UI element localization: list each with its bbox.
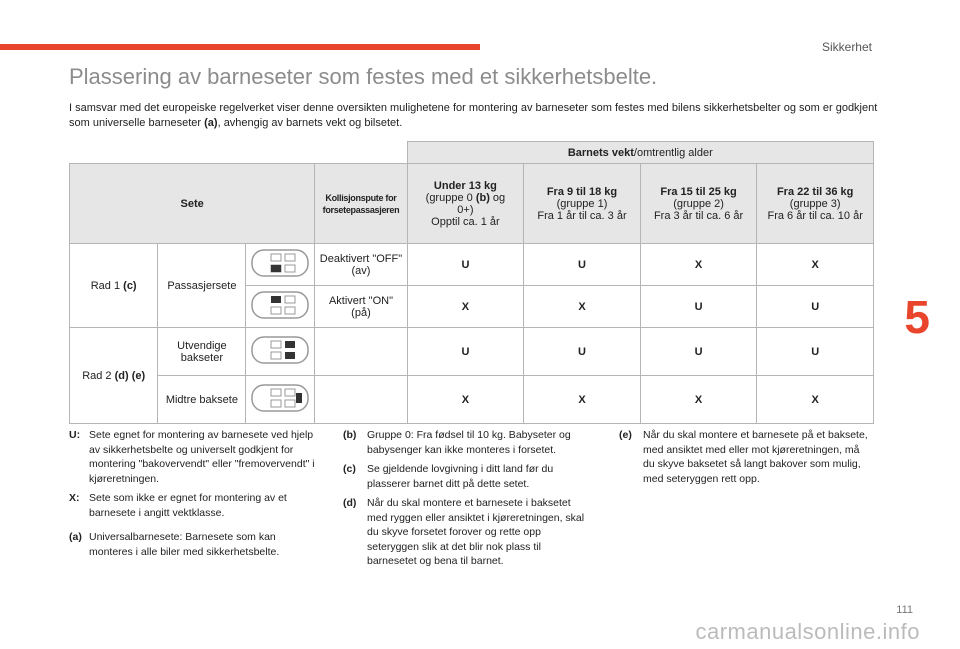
note-key: (c) bbox=[343, 463, 356, 475]
note-text: Når du skal montere et barnesete i baksetet med ryggen eller ansiktet i kjøreretningen, skal du skyve forsetet forover og rette opp seteryggen slik at det blir nok plass til barnesetet og bena til barnet. bbox=[367, 497, 585, 567]
rad2-mark: (d) (e) bbox=[114, 369, 146, 382]
weight-0-mark: (b) bbox=[475, 191, 490, 204]
rad1-text: Rad 1 bbox=[90, 279, 124, 292]
notes-column-1 bbox=[69, 428, 321, 564]
value-cell: X bbox=[524, 286, 641, 328]
weight-0-title: Under 13 kg bbox=[433, 179, 497, 192]
note-key: (b) bbox=[343, 429, 357, 441]
note-a bbox=[69, 530, 321, 559]
page-title: Plassering av barneseter som festes med et sikkerhetsbelte. bbox=[69, 64, 658, 89]
weight-1-group: (gruppe 1) bbox=[556, 197, 608, 210]
notes-column-2 bbox=[343, 428, 593, 574]
airbag-on: Aktivert "ON" (på) bbox=[315, 286, 407, 328]
value-cell: X bbox=[757, 376, 874, 424]
weight-group-header bbox=[407, 142, 873, 164]
car-seat-icon bbox=[246, 244, 315, 286]
note-key: U: bbox=[69, 429, 81, 441]
value-cell: U bbox=[757, 328, 874, 376]
col-header-weight-0 bbox=[407, 164, 524, 244]
value-cell: U bbox=[407, 328, 524, 376]
note-b bbox=[343, 428, 593, 457]
col-header-weight-3 bbox=[757, 164, 874, 244]
note-text: Se gjeldende lovgivning i ditt land før du plasserer barnet ditt på dette setet. bbox=[367, 463, 554, 490]
weight-0-age: Opptil ca. 1 år bbox=[431, 215, 500, 228]
value-cell: U bbox=[407, 244, 524, 286]
child-seat-table bbox=[69, 141, 874, 424]
value-cell: X bbox=[524, 376, 641, 424]
row-label-rad1 bbox=[70, 244, 158, 328]
value-cell: X bbox=[640, 244, 757, 286]
car-seat-icon bbox=[246, 328, 315, 376]
weight-2-title: Fra 15 til 25 kg bbox=[660, 185, 737, 198]
value-cell: X bbox=[407, 376, 524, 424]
value-cell: U bbox=[524, 328, 641, 376]
weight-2-age: Fra 3 år til ca. 6 år bbox=[653, 209, 744, 222]
value-cell: X bbox=[407, 286, 524, 328]
note-key: (e) bbox=[619, 429, 632, 441]
page-number: 111 bbox=[896, 604, 913, 616]
note-d bbox=[343, 496, 593, 569]
value-cell: U bbox=[640, 286, 757, 328]
intro-paragraph bbox=[69, 101, 879, 131]
weight-3-group: (gruppe 3) bbox=[789, 197, 841, 210]
car-seat-icon bbox=[246, 376, 315, 424]
weight-0-group: (gruppe 0 bbox=[425, 191, 476, 204]
value-cell: X bbox=[640, 376, 757, 424]
weight-header-bold: Barnets vekt bbox=[567, 146, 634, 159]
col-header-weight-2 bbox=[640, 164, 757, 244]
rad2-text: Rad 2 bbox=[82, 369, 115, 382]
col-header-weight-1 bbox=[524, 164, 641, 244]
watermark: carmanualsonline.info bbox=[695, 619, 920, 644]
weight-0-group-2: 0+) bbox=[457, 203, 474, 216]
note-c bbox=[343, 462, 593, 491]
col-header-seat: Sete bbox=[70, 164, 315, 244]
note-key: X: bbox=[69, 492, 80, 504]
table-row bbox=[70, 376, 874, 424]
value-cell: U bbox=[524, 244, 641, 286]
note-text: Universalbarnesete: Barnesete som kan monteres i alle biler med sikkerhetsbelte. bbox=[89, 531, 280, 558]
note-e bbox=[619, 428, 871, 486]
weight-header-rest: /omtrentlig alder bbox=[633, 146, 713, 159]
weight-3-title: Fra 22 til 36 kg bbox=[776, 185, 854, 198]
col-header-airbag: Kollisjonspute for forsetepassasjeren bbox=[315, 164, 407, 244]
note-key: (d) bbox=[343, 497, 357, 509]
note-x bbox=[69, 491, 321, 520]
seat-middle-rear: Midtre baksete bbox=[158, 376, 246, 424]
row-label-rad2 bbox=[70, 328, 158, 424]
weight-2-group: (gruppe 2) bbox=[673, 197, 724, 210]
rad1-mark: (c) bbox=[123, 279, 137, 292]
seat-outer-rear: Utvendige bakseter bbox=[158, 328, 246, 376]
section-label: Sikkerhet bbox=[821, 40, 872, 54]
note-text: Gruppe 0: Fra fødsel til 10 kg. Babyseter og babysenger kan ikke monteres i forsetet. bbox=[367, 429, 571, 456]
weight-1-age: Fra 1 år til ca. 3 år bbox=[537, 209, 627, 222]
value-cell: U bbox=[640, 328, 757, 376]
intro-text-2: , avhengig av barnets vekt og bilsetet. bbox=[217, 117, 403, 129]
note-text: Når du skal montere et barnesete på et baksete, med ansiktet med eller mot kjøreretningen, må du skyve baksetet så langt bakover som mulig, med seteryggen rett opp. bbox=[643, 429, 868, 485]
weight-3-age: Fra 6 år til ca. 10 år bbox=[767, 209, 863, 222]
note-text: Sete som ikke er egnet for montering av et barnesete i angitt vektklasse. bbox=[89, 492, 287, 519]
table-row bbox=[70, 244, 874, 286]
intro-mark: (a) bbox=[204, 117, 218, 129]
value-cell: U bbox=[757, 286, 874, 328]
chapter-number: 5 bbox=[904, 291, 930, 343]
seat-passenger: Passasjersete bbox=[158, 244, 246, 328]
car-seat-icon bbox=[246, 286, 315, 328]
notes-column-3 bbox=[619, 428, 871, 491]
intro-text-1: I samsvar med det europeiske regelverket viser denne oversikten mulighetene for montering av barneseter som festes med bilens sikkerhetsbelter og som er godkjent som universelle barneseter bbox=[69, 102, 878, 129]
header-accent-bar bbox=[0, 44, 480, 50]
airbag-empty bbox=[315, 328, 407, 376]
airbag-off: Deaktivert "OFF" (av) bbox=[315, 244, 407, 286]
weight-1-title: Fra 9 til 18 kg bbox=[546, 185, 618, 198]
note-text: Sete egnet for montering av barnesete ved hjelp av sikkerhetsbelte og universelt godkjent for montering "bakovervendt" eller "fremovervendt" i kjøreretningen. bbox=[89, 429, 315, 485]
note-key: (a) bbox=[69, 531, 82, 543]
airbag-empty bbox=[315, 376, 407, 424]
table-row bbox=[70, 328, 874, 376]
weight-0-group-c: og bbox=[489, 191, 506, 204]
value-cell: X bbox=[757, 244, 874, 286]
note-u bbox=[69, 428, 321, 486]
